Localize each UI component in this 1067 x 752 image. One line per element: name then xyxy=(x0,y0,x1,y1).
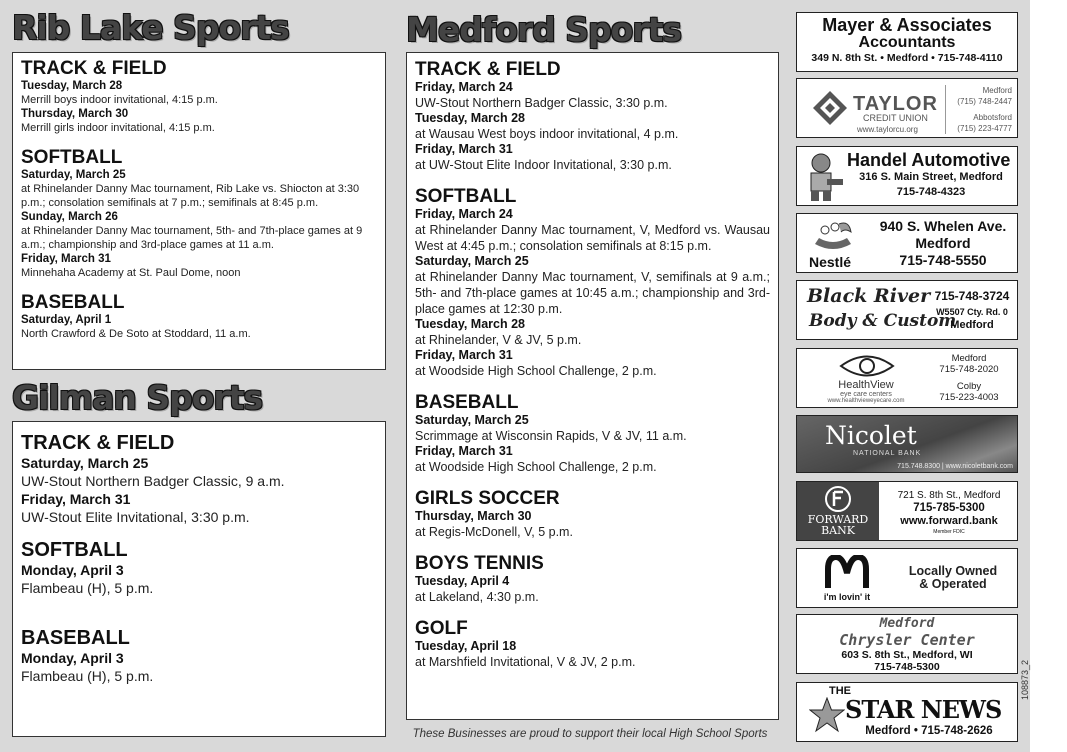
blackriver-logo: Black River xyxy=(807,285,931,307)
event-detail: at Rhinelander Danny Mac tournament, V, semifinals at 9 a.m.; 5th- and 7th-place games at 10:45 a.m.; championship and 3rd-place games at 12:30 p.m. xyxy=(415,270,770,316)
event-detail: at Wausau West boys indoor invitational, 4 p.m. xyxy=(415,127,679,141)
section-title: BASEBALL xyxy=(415,392,519,413)
ad-medford-chrysler-center xyxy=(796,614,1018,674)
event-date: Friday, March 24 xyxy=(415,207,513,221)
event-detail: at UW-Stout Elite Indoor Invitational, 3:30 p.m. xyxy=(415,158,672,172)
event-detail: Merrill girls indoor invitational, 4:15 p.m. xyxy=(21,122,215,134)
ad-fdic: Member FDIC xyxy=(933,529,965,535)
rib-lake-header: Rib Lake Sports xyxy=(12,8,289,47)
event-date: Thursday, March 30 xyxy=(415,509,532,523)
ad-mcdonalds xyxy=(796,548,1018,608)
golden-arches-icon xyxy=(825,555,869,589)
ad-title: FORWARD xyxy=(807,513,869,526)
event-date: Saturday, April 1 xyxy=(21,314,112,326)
event-detail: Flambeau (H), 5 p.m. xyxy=(21,580,154,596)
event-detail: at Regis-McDonell, V, 5 p.m. xyxy=(415,525,573,539)
ad-phone: 715-748-2020 xyxy=(939,364,999,375)
event-detail: at Rhinelander Danny Mac tournament, Rib Lake vs. Shiocton at 3:30 p.m.; consolation semifinals at 7 p.m.; semifinals at 8:45 p.m. xyxy=(21,183,360,209)
ad-address: 316 S. Main Street, Medford xyxy=(859,171,1003,183)
section-title: BASEBALL xyxy=(21,292,125,313)
ad-phone: 715-748-4323 xyxy=(896,186,966,198)
ad-text: Locally Owned xyxy=(908,564,998,578)
ad-contact: Medford • 715-748-2626 xyxy=(865,725,993,737)
ad-address: 603 S. 8th St., Medford, WI xyxy=(841,649,973,661)
ad-url: www.taylorcu.org xyxy=(857,125,918,134)
mechanic-mascot-icon xyxy=(801,151,845,203)
ad-title: Handel Automotive xyxy=(847,150,1011,170)
section-title: TRACK & FIELD xyxy=(21,432,175,454)
eye-icon xyxy=(839,353,895,379)
gilman-header: Gilman Sports xyxy=(12,378,263,417)
event-date: Friday, March 31 xyxy=(21,491,131,507)
ad-title: TAYLOR xyxy=(853,93,938,115)
ad-city: Medford xyxy=(950,319,994,331)
ad-title: Nicolet xyxy=(825,421,917,450)
event-detail: at Rhinelander, V & JV, 5 p.m. xyxy=(415,333,582,347)
event-detail: UW-Stout Northern Badger Classic, 3:30 p.m. xyxy=(415,96,668,110)
ad-title: Chrysler Center xyxy=(839,631,975,649)
ad-healthview xyxy=(796,348,1018,408)
event-detail: Merrill boys indoor invitational, 4:15 p.m. xyxy=(21,94,218,106)
event-date: Tuesday, March 28 xyxy=(415,317,525,331)
nestle-logo: Nestlé xyxy=(809,254,852,270)
ad-phone: 715-785-5300 xyxy=(913,502,985,514)
ad-city: Colby xyxy=(956,381,982,392)
ad-address: 349 N. 8th St. • Medford • 715-748-4110 xyxy=(811,52,1003,64)
event-date: Friday, March 31 xyxy=(415,142,513,156)
nestle-nest-icon xyxy=(811,218,855,254)
event-date: Friday, March 31 xyxy=(415,444,513,458)
event-detail: at Rhinelander Danny Mac tournament, 5th- and 7th-place games at 9 a.m.; championship and 3rd-place games at 11 a.m. xyxy=(21,225,363,251)
event-date: Saturday, March 25 xyxy=(21,455,149,471)
medford-header: Medford Sports xyxy=(406,10,682,49)
ad-city: Medford xyxy=(915,235,971,251)
ad-phone: 715-748-3724 xyxy=(934,289,1010,303)
event-detail: North Crawford & De Soto at Stoddard, 11 a.m. xyxy=(21,328,251,340)
ad-city: Medford xyxy=(982,86,1012,95)
event-date: Saturday, March 25 xyxy=(415,254,529,268)
ad-phone: (715) 223-4777 xyxy=(957,124,1012,133)
event-date: Saturday, March 25 xyxy=(415,413,529,427)
event-detail: at Woodside High School Challenge, 2 p.m. xyxy=(415,460,657,474)
ad-address: W5507 Cty. Rd. 0 xyxy=(936,307,1008,317)
forward-logo-icon xyxy=(824,485,852,513)
event-detail: at Lakeland, 4:30 p.m. xyxy=(415,590,539,604)
ad-nicolet-bank xyxy=(796,415,1018,473)
section-title: GIRLS SOCCER xyxy=(415,488,560,509)
ad-contact: 715.748.8300 | www.nicoletbank.com xyxy=(897,463,1013,470)
ad-nestle xyxy=(796,213,1018,273)
event-date: Friday, March 31 xyxy=(415,348,513,362)
ad-url: www.forward.bank xyxy=(900,515,998,527)
ad-subtitle: Accountants xyxy=(858,34,956,51)
ad-city: Abbotsford xyxy=(973,113,1012,122)
ad-phone: 715-748-5550 xyxy=(899,252,987,268)
ad-subtitle: NATIONAL BANK xyxy=(853,450,922,457)
event-detail: UW-Stout Northern Badger Classic, 9 a.m. xyxy=(21,473,285,489)
section-title: SOFTBALL xyxy=(415,186,517,207)
event-detail: Scrimmage at Wisconsin Rapids, V & JV, 11 a.m. xyxy=(415,429,687,443)
ad-title: BANK xyxy=(821,524,855,537)
event-detail: at Marshfield Invitational, V & JV, 2 p.m. xyxy=(415,655,636,669)
ad-phone: 715-223-4003 xyxy=(939,392,999,403)
event-date: Tuesday, March 28 xyxy=(21,80,123,92)
ad-taylor-credit-union xyxy=(796,78,1018,138)
event-date: Saturday, March 25 xyxy=(21,169,126,181)
ad-subtitle: CREDIT UNION xyxy=(863,113,928,123)
section-title: GOLF xyxy=(415,618,468,639)
event-detail: at Rhinelander Danny Mac tournament, V, Medford vs. Wausau West at 4:45 p.m.; consolation semifinals at 8:15 p.m. xyxy=(415,223,770,253)
blackriver-logo-sub: Body & Custom xyxy=(809,311,957,331)
event-detail: Minnehaha Academy at St. Paul Dome, noon xyxy=(21,267,241,279)
star-icon xyxy=(809,697,845,733)
ad-city: Medford xyxy=(951,353,987,364)
ad-code: 108873_2 xyxy=(1020,659,1030,700)
ad-forward-bank xyxy=(796,481,1018,541)
section-title: BOYS TENNIS xyxy=(415,553,544,574)
section-title: BASEBALL xyxy=(21,627,130,649)
ad-title-prefix: THE xyxy=(829,685,851,697)
ad-title: STAR NEWS xyxy=(845,695,1002,724)
ad-star-news xyxy=(796,682,1018,742)
section-title: TRACK & FIELD xyxy=(21,58,167,79)
ad-title: Medford xyxy=(879,616,935,631)
event-detail: at Woodside High School Challenge, 2 p.m. xyxy=(415,364,657,378)
event-date: Tuesday, April 4 xyxy=(415,574,510,588)
taylor-logo-icon xyxy=(811,89,849,127)
gilman-schedule xyxy=(12,421,386,737)
event-date: Friday, March 31 xyxy=(21,253,111,265)
section-title: TRACK & FIELD xyxy=(415,59,561,80)
sponsor-footer: These Businesses are proud to support their local High School Sports xyxy=(412,728,768,740)
ad-url: www.healthvieweyecare.com xyxy=(827,398,905,404)
event-date: Sunday, March 26 xyxy=(21,211,118,223)
event-date: Thursday, March 30 xyxy=(21,108,129,120)
rib-lake-schedule xyxy=(12,52,386,370)
ad-mayer-associates xyxy=(796,12,1018,72)
event-date: Tuesday, March 28 xyxy=(415,111,525,125)
section-title: SOFTBALL xyxy=(21,539,128,561)
section-title: SOFTBALL xyxy=(21,147,123,168)
event-date: Friday, March 24 xyxy=(415,80,513,94)
ad-subtitle: eye care centers xyxy=(840,391,892,398)
ad-address: 721 S. 8th St., Medford xyxy=(897,490,1001,501)
ad-handel-automotive xyxy=(796,146,1018,206)
ad-phone: (715) 748-2447 xyxy=(957,97,1012,106)
ad-black-river-body-custom xyxy=(796,280,1018,340)
ad-address: 940 S. Whelen Ave. xyxy=(879,218,1007,234)
ad-tagline: i'm lovin' it xyxy=(823,592,871,602)
medford-schedule xyxy=(406,52,779,720)
ad-text: & Operated xyxy=(919,577,987,591)
ad-title: Mayer & Associates xyxy=(822,15,992,35)
event-date: Tuesday, April 18 xyxy=(415,639,517,653)
event-detail: Flambeau (H), 5 p.m. xyxy=(21,668,154,684)
event-date: Monday, April 3 xyxy=(21,650,124,666)
ad-phone: 715-748-5300 xyxy=(874,661,940,673)
healthview-logo: HealthView xyxy=(838,379,894,391)
event-date: Monday, April 3 xyxy=(21,562,124,578)
event-detail: UW-Stout Elite Invitational, 3:30 p.m. xyxy=(21,509,250,525)
